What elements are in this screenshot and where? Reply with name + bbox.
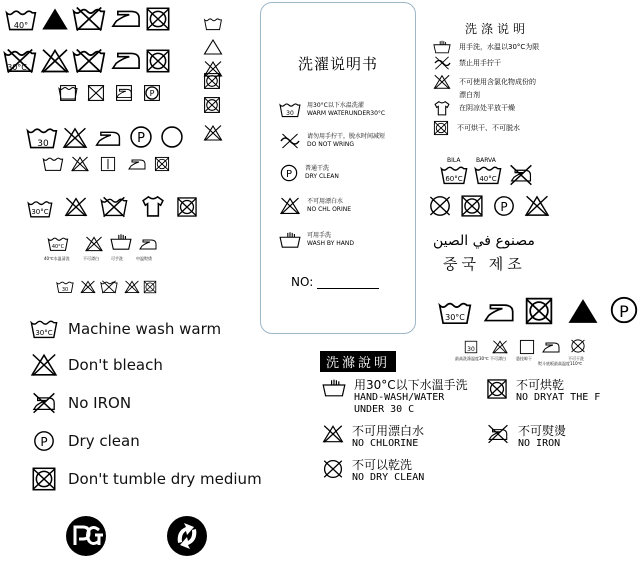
- no-bleach-right-2-icon: [524, 194, 550, 218]
- wash-30-mid-icon: [27, 198, 53, 220]
- no-bleach-tiny-icon-2: [203, 124, 223, 142]
- mini-caption-3: 悬挂晾干: [516, 356, 532, 361]
- mini-caption-4: 熨斗底板最高温度110℃: [538, 361, 583, 366]
- bottom-item-hand-wash-cn: 用30°C以下水溫手洗: [354, 378, 468, 392]
- card-row-wash-en: WARM WATERUNDER30°C: [307, 110, 386, 117]
- legend-label-no-bleach: Don't bleach: [68, 356, 163, 374]
- no-bleach-mini-icon: [490, 340, 510, 354]
- dry-clean-card-icon: [279, 163, 299, 183]
- svg-text:P: P: [285, 169, 293, 180]
- svg-text:40°C: 40°C: [51, 244, 65, 250]
- legend-no-iron: [30, 390, 131, 416]
- no-dry-clean-bottom-icon: [322, 458, 344, 480]
- bottom-item-no-chlorine-cn: 不可用漂白水: [352, 424, 425, 438]
- card-row-hand-wash-en: WASH BY HAND: [307, 240, 355, 247]
- no-iron-bottom-icon: [486, 424, 510, 444]
- care-label-card: [260, 2, 416, 334]
- no-tumble-tiny-icon-2: [203, 96, 221, 114]
- iron-tiny-icon: [137, 237, 159, 251]
- bottom-item-hand-wash: [322, 378, 468, 416]
- legend-no-tumble: [30, 466, 262, 492]
- bleach-filled-big-icon: [566, 296, 600, 326]
- card-row-hand-wash-cn: 可用手洗: [307, 232, 332, 239]
- right-row-2-text: 禁止用手拧干: [459, 59, 501, 67]
- card-row-no-chlorine-cn: 不可用漂白水: [307, 198, 344, 205]
- svg-text:30: 30: [37, 139, 49, 149]
- no-wash-icon-2: [72, 48, 106, 74]
- svg-text:30°C: 30°C: [445, 313, 465, 322]
- svg-text:60°C: 60°C: [445, 175, 463, 183]
- wash-small-icon: [58, 84, 78, 102]
- iron-small-icon: [114, 84, 134, 102]
- do-not-iron-icon: [30, 392, 58, 414]
- legend-no-bleach: [30, 352, 163, 378]
- no-bleach-right-icon: [433, 74, 451, 90]
- bottom-panel-title: 洗滌說明: [320, 351, 396, 372]
- svg-text:30°C: 30°C: [35, 329, 53, 337]
- mini-caption-1: 最高洗涤温度30℃: [455, 356, 489, 361]
- dry-clean-right-icon: [492, 194, 516, 218]
- do-not-wring-right-icon: [433, 56, 451, 70]
- right-row-3: [433, 74, 536, 90]
- wash-40-tiny-icon: [47, 236, 69, 252]
- card-row-no-chlorine-en: NO CHL ORINE: [307, 206, 352, 213]
- wash-tiny-icon: [203, 17, 223, 31]
- iron-big-right-icon: [480, 300, 518, 324]
- no-tumble-big-right-icon: [524, 296, 554, 326]
- no-wash-tiny-icon: [100, 280, 118, 294]
- iron-icon-2: [108, 48, 144, 72]
- wash-30-tiny-icon: [56, 280, 74, 294]
- legend-machine-wash: [30, 316, 221, 342]
- wash-40-right-icon: [474, 164, 502, 186]
- svg-text:P: P: [619, 302, 629, 321]
- arabic-made-in-china: مصنوع في الصين: [433, 233, 535, 249]
- right-row-3-text: 不可使用含氯化物成份的: [459, 78, 536, 86]
- wash-30-large-icon: [25, 126, 59, 150]
- card-title: 洗濯说明书: [297, 55, 378, 73]
- legend-dry-clean: [30, 428, 140, 454]
- wash-30-icon: [3, 48, 37, 74]
- hand-wash-bottom-icon: [322, 378, 346, 398]
- svg-text:P: P: [137, 131, 145, 146]
- bottom-item-no-iron: [486, 424, 566, 450]
- wash-30-big-right-icon: [438, 300, 472, 326]
- mini-caption-5: 不可干洗: [568, 356, 584, 361]
- no-tumble-tiny-icon: [203, 72, 221, 90]
- bottom-item-hand-wash-en1: HAND-WASH/WATER: [354, 392, 445, 403]
- bleach-filled-icon: [40, 6, 70, 32]
- legend-label-machine-wash: Machine wash warm: [68, 320, 222, 338]
- no-wash-mid-icon: [100, 196, 128, 218]
- no-bleach-icon: [40, 48, 70, 74]
- svg-text:40°C: 40°C: [479, 175, 497, 183]
- mini-caption-2: 不可漂白: [490, 356, 506, 361]
- svg-text:30: 30: [61, 287, 69, 293]
- card-row-dry-clean-en: DRY CLEAN: [305, 173, 339, 180]
- wash-30-mini-icon: [460, 340, 482, 354]
- bottom-item-no-chlorine-en: NO CHLORINE: [352, 438, 419, 449]
- wash-30-card-icon: [279, 101, 301, 119]
- caption-no-bleach: 不可漂白: [83, 256, 99, 261]
- card-no-line: [317, 278, 379, 289]
- no-bleach-small-2-icon: [70, 156, 90, 172]
- line-dry-icon: [100, 156, 116, 172]
- bottom-item-no-dry-clean-cn: 不可以乾洗: [352, 458, 413, 472]
- legend-label-dry-clean: Dry clean: [68, 432, 140, 450]
- card-row-hand-wash: [279, 231, 354, 249]
- card-row-wring-en: DO NOT WRING: [307, 141, 355, 148]
- svg-text:P: P: [500, 200, 508, 214]
- no-bleach-tiny-5-icon: [124, 280, 140, 294]
- card-row-wring-cn: 请勿用手拧干，脱水时间减短: [307, 133, 386, 140]
- barva-label: BARVA: [476, 157, 496, 164]
- dry-clean-icon-legend: [30, 429, 58, 453]
- right-row-4: [433, 100, 515, 116]
- bila-label: BILA: [447, 157, 461, 164]
- do-not-wring-icon: [279, 133, 301, 149]
- no-bleach-tiny-4-icon: [80, 280, 96, 294]
- tumble-dry-no-icon: [145, 6, 171, 32]
- hand-wash-tiny-icon: [110, 233, 132, 251]
- dry-flat-right-icon: [433, 100, 451, 116]
- caption-iron: 中温熨烫: [136, 256, 152, 261]
- card-no-label: NO:: [291, 275, 314, 289]
- no-bleach-tiny-3-icon: [84, 236, 104, 252]
- legend-label-no-tumble: Don't tumble dry medium: [68, 470, 262, 488]
- right-row-4-text: 在阴凉处平放干燥: [459, 104, 515, 112]
- no-tumble-bottom-icon: [486, 378, 508, 400]
- dry-clean-icon: [128, 124, 154, 150]
- tumble-dry-icon: [158, 124, 186, 150]
- bottom-item-no-tumble-cn: 不可烘乾: [516, 378, 565, 392]
- right-row-1-text: 用手洗，水温以30°C为限: [459, 43, 540, 51]
- card-row-dry-clean-cn: 普通干洗: [305, 165, 330, 172]
- hand-wash-card-icon: [279, 231, 301, 249]
- no-dry-clean-mini-icon: [570, 338, 586, 354]
- svg-text:P: P: [149, 89, 155, 98]
- hand-wash-right-icon: [433, 40, 451, 54]
- green-dot-logo-icon: [166, 515, 208, 557]
- caption-40-wash: 40℃水温清洗: [44, 256, 70, 261]
- svg-text:30: 30: [286, 110, 294, 117]
- wash-small-2-icon: [42, 156, 64, 172]
- right-panel-title: 洗涤说明: [465, 22, 530, 36]
- no-chlorine-bottom-icon: [322, 424, 344, 444]
- bottom-item-no-dry-clean: [322, 458, 424, 484]
- no-wash-icon: [72, 6, 106, 32]
- right-row-3b-text: 漂白剂: [459, 91, 480, 99]
- dry-clean-small-icon: [142, 84, 162, 102]
- bottom-item-no-chlorine: [322, 424, 424, 450]
- right-row-1: [433, 40, 539, 54]
- right-row-2: [433, 56, 501, 70]
- svg-text:30°C: 30°C: [31, 208, 49, 216]
- no-bleach-mid-icon: [64, 196, 88, 218]
- no-bleach-small-icon: [86, 84, 106, 102]
- no-dry-clean-right-icon: [428, 194, 452, 218]
- bottom-item-no-iron-en: NO IRON: [518, 438, 561, 449]
- card-row-dry-clean: [279, 163, 339, 183]
- iron-small-2-icon: [126, 157, 148, 171]
- no-bleach-icon-3: [62, 126, 88, 150]
- no-tumble-small-icon: [154, 156, 170, 172]
- iron-mini-icon: [540, 340, 562, 354]
- korean-made-in-china: 중국 제조: [443, 255, 526, 273]
- wash-40-icon: [5, 8, 37, 32]
- hang-dry-mini-icon: [518, 339, 536, 355]
- bleach-tiny-icon: [203, 38, 223, 56]
- bottom-item-no-dry-clean-en: NO DRY CLEAN: [352, 472, 425, 483]
- iron-icon-3: [92, 128, 124, 148]
- no-tumble-right-2-icon: [460, 194, 484, 218]
- bottom-item-no-tumble: [486, 378, 600, 404]
- iron-icon: [108, 6, 144, 30]
- bottom-item-hand-wash-en2: UNDER 30 C: [354, 404, 415, 415]
- card-row-wring: [279, 133, 385, 149]
- svg-text:40°: 40°: [13, 21, 29, 30]
- do-not-tumble-dry-icon: [30, 466, 58, 492]
- wash-60-icon: [440, 164, 468, 186]
- right-row-5-text: 不可烘干、不可脱水: [457, 124, 520, 132]
- svg-text:30: 30: [467, 346, 475, 353]
- dry-clean-big-right-icon: [608, 294, 640, 326]
- card-row-no-chlorine: [279, 197, 351, 215]
- caption-hand-wash: 可手洗: [111, 256, 123, 261]
- svg-text:30°C: 30°C: [7, 63, 27, 72]
- do-not-bleach-icon: [30, 353, 58, 377]
- bottom-item-no-tumble-en: NO DRYAT THE F: [516, 392, 601, 403]
- shirt-icon: [140, 194, 166, 218]
- card-row-wash: [279, 101, 385, 119]
- no-tumble-mid-icon: [176, 196, 198, 218]
- no-tumble-tiny-3-icon: [143, 280, 157, 294]
- card-number: [291, 275, 379, 289]
- bottom-item-no-iron-cn: 不可熨燙: [518, 424, 567, 438]
- no-tumble-right-icon: [433, 120, 449, 136]
- pct-logo-icon: [65, 515, 107, 557]
- no-iron-right-icon: [508, 164, 534, 186]
- machine-wash-warm-icon: [30, 318, 58, 340]
- right-row-5: [433, 120, 520, 136]
- no-chlorine-card-icon: [279, 197, 301, 215]
- no-tumble-icon: [145, 48, 171, 74]
- svg-text:P: P: [40, 435, 48, 449]
- legend-label-no-iron: No IRON: [68, 394, 132, 412]
- card-row-wash-cn: 用30°C以下水温洗濯: [307, 102, 364, 109]
